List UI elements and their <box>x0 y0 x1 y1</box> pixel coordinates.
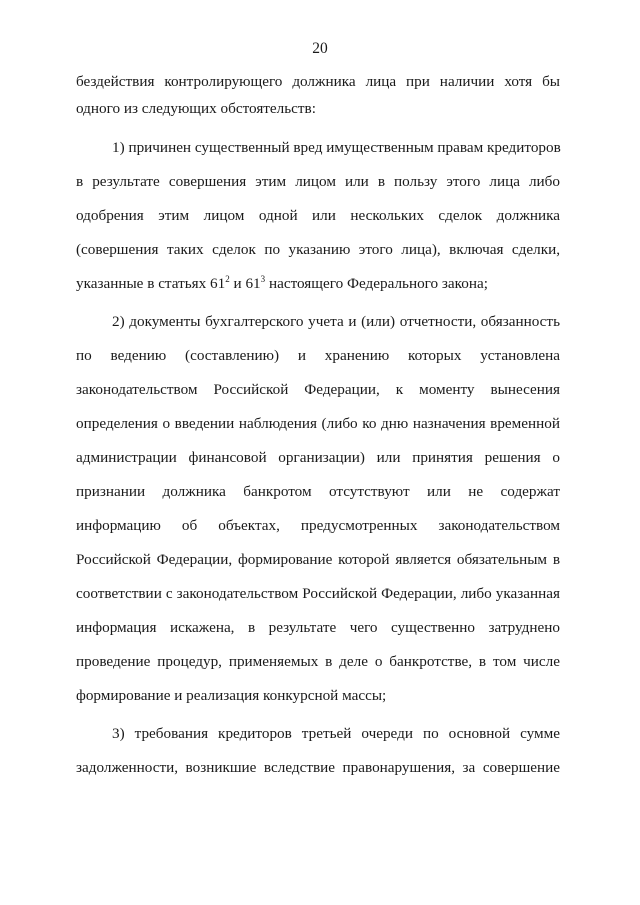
articles-middle: и 61 <box>229 275 261 292</box>
text-line: в результате совершения этим лицом или в пользу этого лица либо <box>76 173 560 190</box>
text-line: информация искажена, в результате чего существенно затруднено <box>76 619 560 636</box>
text-line: информацию об объектах, предусмотренных законодательством <box>76 517 560 534</box>
page-number: 20 <box>312 40 328 57</box>
text-line: бездействия контролирующего должника лица при наличии хотя бы <box>76 73 560 90</box>
text-line: законодательством Российской Федерации, к моменту вынесения <box>76 381 560 398</box>
articles-prefix: указанные в статьях 61 <box>76 275 226 292</box>
articles-suffix: настоящего Федерального закона; <box>265 275 488 292</box>
text-line: формирование и реализация конкурсной массы; <box>76 687 387 704</box>
text-line: одного из следующих обстоятельств: <box>76 100 316 117</box>
text-line: (совершения таких сделок по указанию этого лица), включая сделки, <box>76 241 560 258</box>
text-line: Российской Федерации, формирование которой является обязательным в <box>76 551 560 568</box>
text-line: соответствии с законодательством Российской Федерации, либо указанная <box>76 585 560 602</box>
text-line: 2) документы бухгалтерского учета и (или) отчетности, обязанность <box>112 313 560 330</box>
text-line: 1) причинен существенный вред имущественным правам кредиторов <box>112 139 561 156</box>
text-line: одобрения этим лицом одной или нескольких сделок должника <box>76 207 560 224</box>
text-line: 3) требования кредиторов третьей очереди по основной сумме <box>112 725 560 742</box>
text-line: определения о введении наблюдения (либо ко дню назначения временной <box>76 415 560 432</box>
text-line: задолженности, возникшие вследствие правонарушения, за совершение <box>76 759 560 776</box>
articles-sup-1: 2 <box>225 274 230 284</box>
text-line-articles <box>76 275 560 293</box>
text-line: по ведению (составлению) и хранению которых установлена <box>76 347 560 364</box>
text-line: проведение процедур, применяемых в деле о банкротстве, в том числе <box>76 653 560 670</box>
text-line: признании должника банкротом отсутствуют или не содержат <box>76 483 560 500</box>
text-line: администрации финансовой организации) или принятия решения о <box>76 449 560 466</box>
articles-sup-2: 3 <box>260 274 266 284</box>
